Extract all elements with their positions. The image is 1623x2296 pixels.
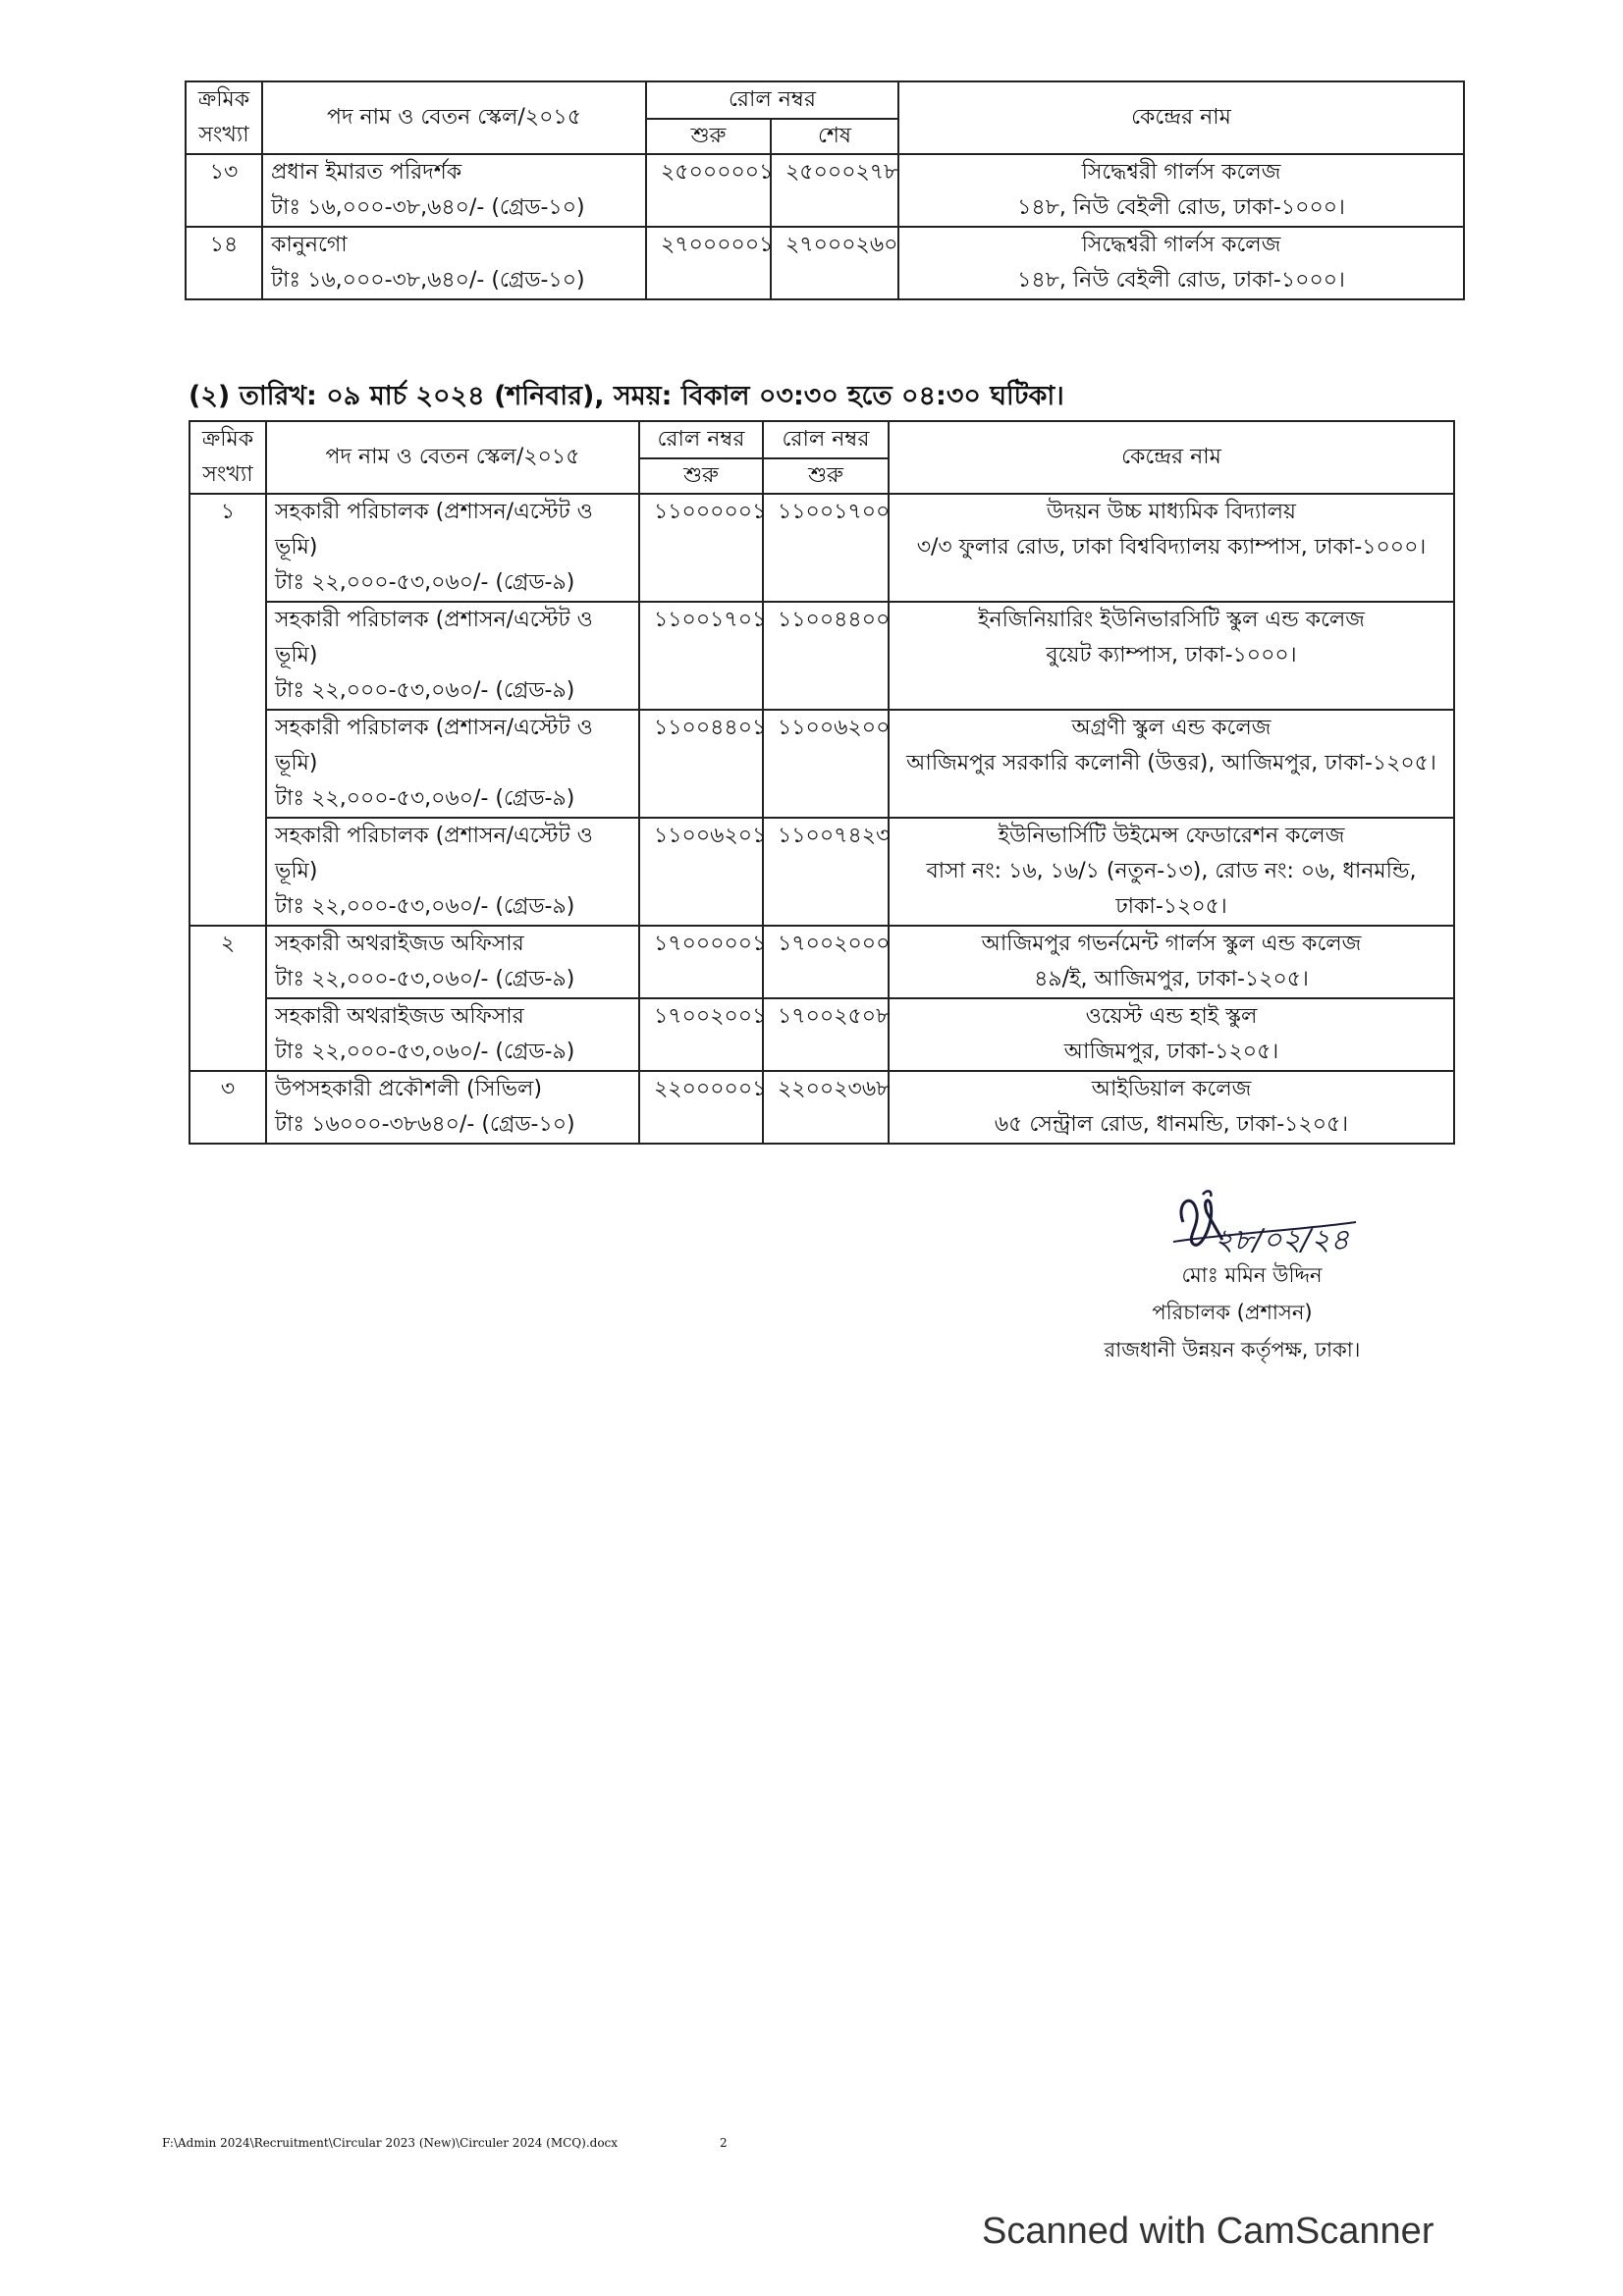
roll-start-cell: ১১০০১৭০১ [639,602,763,710]
center-name: অগ্রণী স্কুল এন্ড কলেজ [1071,716,1271,740]
center-cell [889,494,1454,602]
handwritten-signature [1163,1183,1360,1259]
table-row [186,227,1464,299]
table-row [189,1071,1454,1144]
roll-start-cell: ২৭০০০০০১ [646,227,771,299]
center-name: সিদ্ধেশ্বরী গার্লস কলেজ [1081,160,1281,185]
center-name: ওয়েস্ট এন্ড হাই স্কুল [1085,1004,1258,1029]
post-cell [266,926,639,998]
header-roll-start: শুরু [639,458,763,494]
center-cell [898,227,1464,299]
roll-start-cell: ১১০০৪৪০১ [639,710,763,818]
center-address: বুয়েট ক্যাম্পাস, ঢাকা-১০০০। [1046,643,1297,667]
roll-end-cell: ২২০০২৩৬৮ [763,1071,889,1144]
center-address: আজিমপুর সরকারি কলোনী (উত্তর), আজিমপুর, ঢাকা-১২০৫। [906,751,1436,775]
table-row [189,998,1454,1071]
roll-end-cell: ১৭০০২৫০৮ [763,998,889,1071]
center-name: উদয়ন উচ্চ মাধ্যমিক বিদ্যালয় [1047,500,1296,524]
center-address: ১৪৮, নিউ বেইলী রোড, ঢাকা-১০০০। [1017,195,1345,220]
serial-cell: ১ [189,494,266,926]
post-cell [266,998,639,1071]
center-name: আজিমপুর গভর্নমেন্ট গার্লস স্কুল এন্ড কলেজ [981,932,1362,956]
roll-start-cell: ১১০০৬২০১ [639,818,763,926]
center-name: ইনজিনিয়ারিং ইউনিভারসিটি স্কুল এন্ড কলেজ [978,608,1365,632]
post-name: সহকারী পরিচালক (প্রশাসন/এস্টেট ও ভূমি) [275,824,593,883]
header-roll-start: শুরু [646,119,771,154]
roll-start-cell: ১১০০০০০১ [639,494,763,602]
table-row [189,494,1454,602]
header-post: পদ নাম ও বেতন স্কেল/২০১৫ [266,421,639,494]
roll-end-cell: ২৫০০০২৭৮ [771,154,898,227]
center-cell [889,998,1454,1071]
roll-start-cell: ১৭০০২০০১ [639,998,763,1071]
post-name: কানুনগো [271,233,348,257]
roll-end-cell: ১১০০৭৪২৩ [763,818,889,926]
header-roll-end: শেষ [771,119,898,154]
scanner-watermark: Scanned with CamScanner [982,2211,1434,2252]
post-name: সহকারী অথরাইজড অফিসার [275,1004,524,1029]
table-row [189,818,1454,926]
center-cell [889,926,1454,998]
exam-center-table-2 [189,420,1455,1145]
header-center: কেন্দ্রের নাম [898,81,1464,154]
center-cell [889,1071,1454,1144]
roll-start-cell: ১৭০০০০০১ [639,926,763,998]
pay-scale: টাঃ ১৬০০০-৩৮৬৪০/- (গ্রেড-১০) [275,1112,575,1137]
center-cell [889,602,1454,710]
post-cell [266,818,639,926]
pay-scale: টাঃ ১৬,০০০-৩৮,৬৪০/- (গ্রেড-১০) [271,195,585,220]
header-serial: ক্রমিক সংখ্যা [189,421,266,494]
post-name: সহকারী পরিচালক (প্রশাসন/এস্টেট ও ভূমি) [275,608,593,667]
center-cell [889,710,1454,818]
table-row [189,710,1454,818]
pay-scale: টাঃ ২২,০০০-৫৩,০৬০/- (গ্রেড-৯) [275,678,575,703]
signature-date: ২৮/০২/২৪ [1215,1223,1350,1257]
serial-cell: ১৪ [186,227,262,299]
center-name: ইউনিভার্সিটি উইমেন্স ফেডারেশন কলেজ [998,824,1345,848]
serial-cell: ২ [189,926,266,1071]
signatory-block [1070,1256,1394,1368]
pay-scale: টাঃ ২২,০০০-৫৩,০৬০/- (গ্রেড-৯) [275,786,575,811]
header-serial: ক্রমিক সংখ্যা [186,81,262,154]
header-center: কেন্দ্রের নাম [889,421,1454,494]
pay-scale: টাঃ ২২,০০০-৫৩,০৬০/- (গ্রেড-৯) [275,570,575,595]
center-name: আইডিয়াল কলেজ [1091,1077,1252,1101]
post-cell [266,710,639,818]
center-name: সিদ্ধেশ্বরী গার্লস কলেজ [1081,233,1281,257]
roll-start-cell: ২২০০০০০১ [639,1071,763,1144]
serial-cell: ৩ [189,1071,266,1144]
header-roll: রোল নম্বর [763,421,889,458]
post-name: প্রধান ইমারত পরিদর্শক [271,160,462,185]
roll-end-cell: ১১০০১৭০০ [763,494,889,602]
exam-center-table-1 [185,80,1465,300]
post-cell [262,227,646,299]
pay-scale: টাঃ ২২,০০০-৫৩,০৬০/- (গ্রেড-৯) [275,1040,575,1064]
pay-scale: টাঃ ২২,০০০-৫৩,০৬০/- (গ্রেড-৯) [275,894,575,919]
table-row [189,926,1454,998]
table-row [189,602,1454,710]
center-address: ৪৯/ই, আজিমপুর, ঢাকা-১২০৫। [1034,967,1309,991]
roll-end-cell: ১১০০৬২০০ [763,710,889,818]
center-cell [889,818,1454,926]
center-cell [898,154,1464,227]
serial-cell: ১৩ [186,154,262,227]
post-name: উপসহকারী প্রকৌশলী (সিভিল) [275,1077,543,1101]
center-address: ৬৫ সেন্ট্রাল রোড, ধানমন্ডি, ঢাকা-১২০৫। [994,1112,1349,1137]
header-roll: রোল নম্বর [646,81,898,119]
footer-page-number: 2 [720,2136,728,2150]
center-address: বাসা নং: ১৬, ১৬/১ (নতুন-১৩), রোড নং: ০৬, ধানমন্ডি, ঢাকা-১২০৫। [926,859,1417,919]
post-cell [266,1071,639,1144]
table-row [186,154,1464,227]
signatory-org: রাজধানী উন্নয়ন কর্তৃপক্ষ, ঢাকা। [1104,1338,1361,1362]
footer-file-path: F:\Admin 2024\Recruitment\Circular 2023 (New)\Circuler 2024 (MCQ).docx [162,2136,619,2150]
roll-end-cell: ১১০০৪৪০০ [763,602,889,710]
post-cell [262,154,646,227]
post-name: সহকারী পরিচালক (প্রশাসন/এস্টেট ও ভূমি) [275,500,593,560]
roll-end-cell: ২৭০০০২৬০ [771,227,898,299]
pay-scale: টাঃ ২২,০০০-৫৩,০৬০/- (গ্রেড-৯) [275,967,575,991]
post-cell [266,602,639,710]
center-address: ১৪৮, নিউ বেইলী রোড, ঢাকা-১০০০। [1017,268,1345,293]
signatory-name: মোঃ মমিন উদ্দিন [1181,1263,1323,1287]
center-address: ৩/৩ ফুলার রোড, ঢাকা বিশ্ববিদ্যালয় ক্যাম্পাস, ঢাকা-১০০০। [916,535,1427,560]
signatory-title: পরিচালক (প্রশাসন) [1152,1301,1313,1324]
center-address: আজিমপুর, ঢাকা-১২০৫। [1063,1040,1279,1064]
post-name: সহকারী পরিচালক (প্রশাসন/এস্টেট ও ভূমি) [275,716,593,775]
section-2-heading: (২) তারিখ: ০৯ মার্চ ২০২৪ (শনিবার), সময়: বিকাল ০৩:৩০ হতে ০৪:৩০ ঘটিকা। [189,381,1064,411]
header-roll-start: শুরু [763,458,889,494]
header-post: পদ নাম ও বেতন স্কেল/২০১৫ [262,81,646,154]
post-cell [266,494,639,602]
pay-scale: টাঃ ১৬,০০০-৩৮,৬৪০/- (গ্রেড-১০) [271,268,585,293]
post-name: সহকারী অথরাইজড অফিসার [275,932,524,956]
header-roll: রোল নম্বর [639,421,763,458]
roll-start-cell: ২৫০০০০০১ [646,154,771,227]
roll-end-cell: ১৭০০২০০০ [763,926,889,998]
